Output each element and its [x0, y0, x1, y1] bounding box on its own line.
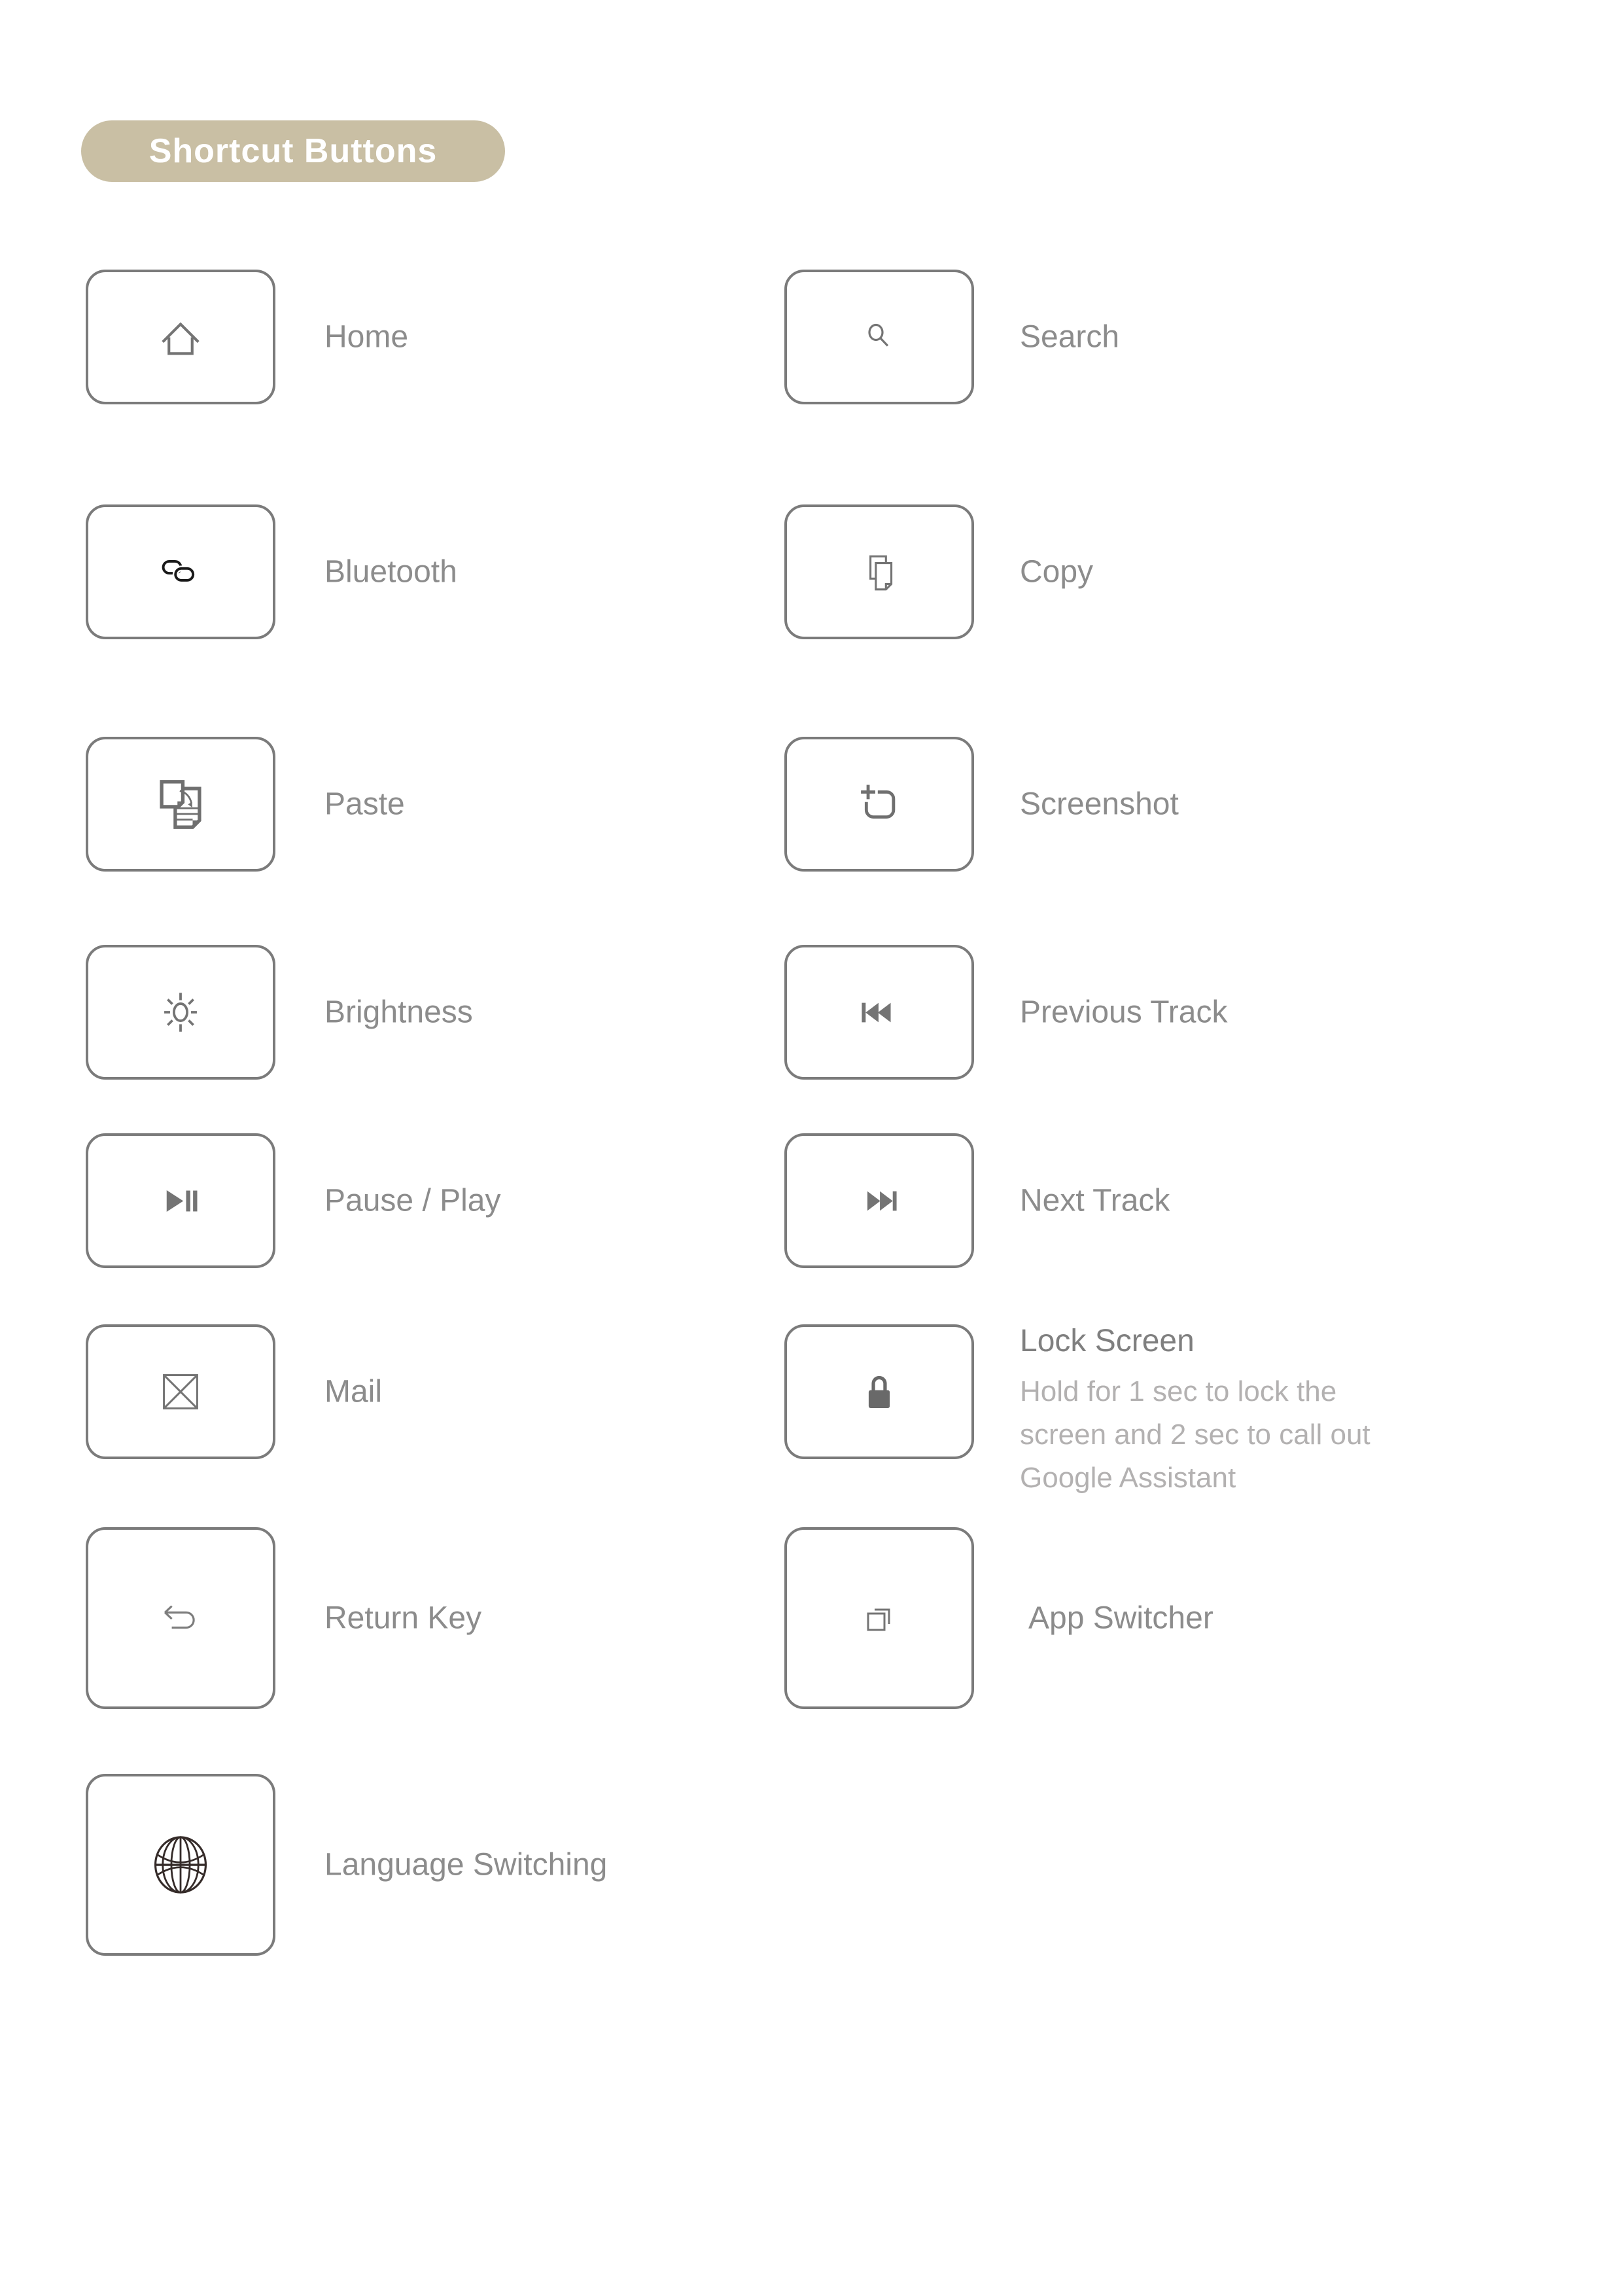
copy-key — [784, 504, 974, 639]
return-arrow-icon — [155, 1602, 206, 1634]
home-key — [86, 270, 275, 404]
next-track-icon — [857, 1186, 901, 1216]
previous-track-label: Previous Track — [1020, 995, 1228, 1030]
bluetooth-key — [86, 504, 275, 639]
app-switcher-key — [784, 1527, 974, 1709]
screenshot-icon — [856, 781, 902, 827]
search-key — [784, 270, 974, 404]
brightness-icon — [156, 987, 205, 1037]
search-label: Search — [1020, 319, 1120, 355]
next-track-key — [784, 1133, 974, 1268]
return-key-label: Return Key — [324, 1600, 482, 1636]
mail-key — [86, 1324, 275, 1459]
language-switching-key — [86, 1774, 275, 1956]
mail-label: Mail — [324, 1374, 383, 1409]
link-icon — [162, 559, 200, 584]
home-label: Home — [324, 319, 409, 355]
app-switcher-icon — [858, 1597, 900, 1639]
home-icon — [156, 314, 205, 361]
play-pause-icon — [158, 1186, 203, 1216]
globe-icon — [151, 1834, 210, 1896]
app-switcher-label: App Switcher — [1028, 1600, 1213, 1636]
mail-icon — [156, 1369, 205, 1415]
search-icon — [858, 316, 900, 358]
language-switching-label: Language Switching — [324, 1847, 608, 1882]
previous-track-key — [784, 945, 974, 1080]
copy-label: Copy — [1020, 554, 1094, 590]
paste-key — [86, 737, 275, 872]
lock-screen-label: Lock Screen — [1020, 1324, 1195, 1358]
previous-track-icon — [857, 997, 901, 1028]
lock-icon — [864, 1371, 895, 1412]
screenshot-label: Screenshot — [1020, 786, 1179, 822]
paste-label: Paste — [324, 786, 405, 822]
return-key — [86, 1527, 275, 1709]
bluetooth-label: Bluetooth — [324, 554, 457, 590]
lock-screen-description: Hold for 1 sec to lock the screen and 2 sec to call out Google Assistant — [1020, 1375, 1370, 1494]
next-track-label: Next Track — [1020, 1183, 1170, 1218]
paste-icon — [156, 779, 205, 830]
copy-icon — [858, 550, 901, 593]
screenshot-key — [784, 737, 974, 872]
brightness-key — [86, 945, 275, 1080]
lock-screen-key — [784, 1324, 974, 1459]
brightness-label: Brightness — [324, 995, 473, 1030]
pause-play-key — [86, 1133, 275, 1268]
section-badge-label: Shortcut Buttons — [148, 132, 438, 170]
section-badge — [81, 120, 505, 182]
pause-play-label: Pause / Play — [324, 1183, 501, 1218]
